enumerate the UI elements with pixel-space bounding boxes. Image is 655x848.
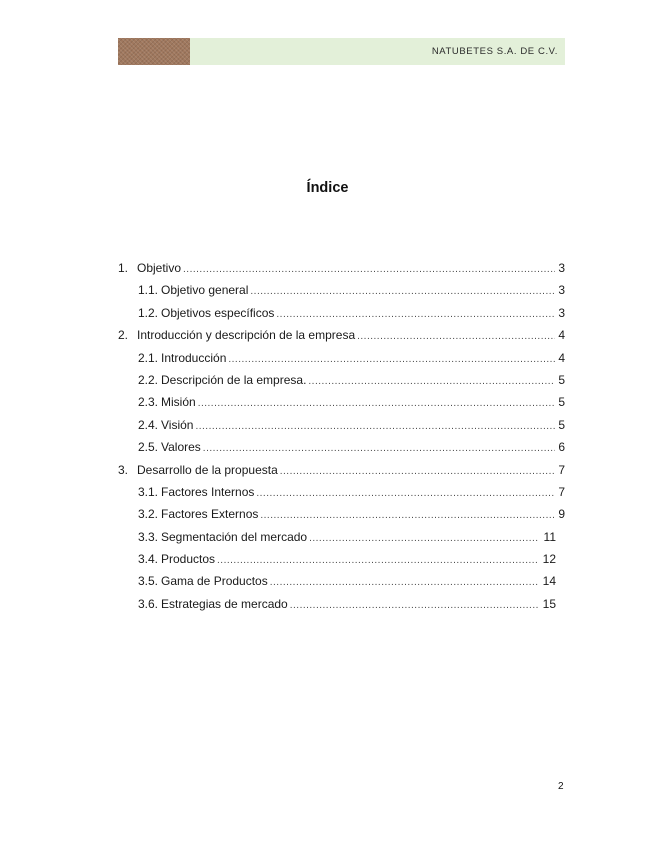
toc-entry-number: 2.3. [138, 395, 159, 410]
toc-entry-page: 7 [558, 462, 565, 477]
toc-entry[interactable] [118, 369, 565, 391]
toc-entry[interactable] [118, 436, 565, 458]
toc-entry-number: 3. [118, 462, 129, 477]
toc-dot-leader [256, 483, 555, 505]
toc-entry[interactable] [118, 391, 565, 413]
toc-entry[interactable] [118, 279, 565, 301]
toc-entry[interactable] [118, 302, 565, 324]
toc-entry-page: 14 [542, 574, 556, 589]
toc-entry-label: Objetivos específicos [161, 305, 275, 320]
toc-dot-leader [195, 416, 555, 438]
toc-dot-leader [260, 505, 555, 527]
toc-entry-page: 11 [543, 529, 556, 544]
page-number: 2 [558, 781, 564, 792]
toc-entry[interactable] [118, 548, 565, 570]
toc-entry-number: 1. [118, 261, 129, 275]
toc-entry-number: 3.1. [138, 484, 159, 499]
toc-entry[interactable] [118, 481, 565, 503]
table-of-contents [118, 257, 565, 615]
toc-entry-page: 5 [558, 395, 565, 410]
toc-entry-page: 3 [558, 261, 565, 275]
toc-dot-leader [198, 393, 555, 415]
toc-entry[interactable] [118, 347, 565, 369]
toc-entry-page: 7 [558, 484, 565, 499]
toc-entry[interactable] [118, 526, 565, 548]
toc-entry-label: Valores [161, 440, 201, 455]
toc-entry-number: 3.5. [138, 574, 159, 589]
toc-entry-label: Introducción y descripción de la empresa [137, 328, 356, 343]
toc-entry-label: Factores Externos [161, 507, 259, 522]
toc-entry[interactable] [118, 257, 565, 279]
toc-entry[interactable] [118, 414, 565, 436]
toc-entry-number: 2.5. [138, 440, 159, 455]
toc-entry-label: Objetivo general [161, 283, 249, 298]
toc-entry-page: 6 [558, 440, 565, 455]
toc-entry-label: Misión [161, 395, 196, 410]
toc-entry-page: 9 [558, 507, 565, 522]
toc-entry-page: 12 [542, 552, 556, 567]
toc-entry-label: Gama de Productos [161, 574, 268, 589]
toc-entry[interactable] [118, 324, 565, 346]
toc-dot-leader [217, 550, 538, 572]
toc-dot-leader [250, 281, 555, 303]
toc-entry-page: 15 [542, 596, 556, 611]
toc-entry-number: 2.4. [138, 417, 159, 432]
toc-entry-label: Visión [161, 417, 194, 432]
toc-entry-page: 4 [558, 350, 565, 365]
toc-entry-label: Introducción [161, 350, 227, 365]
toc-dot-leader [308, 371, 555, 393]
toc-entry-number: 2.1. [138, 350, 159, 365]
page-header [118, 38, 565, 65]
toc-entry-label: Segmentación del mercado [161, 529, 308, 544]
toc-dot-leader [290, 595, 538, 617]
header-color-swatch [118, 38, 190, 65]
toc-entry-label: Estrategias de mercado [161, 596, 288, 611]
toc-entry-number: 2. [118, 328, 129, 343]
toc-entry-number: 3.2. [138, 507, 159, 522]
toc-entry-page: 4 [558, 328, 565, 343]
toc-dot-leader [183, 259, 555, 281]
toc-dot-leader [228, 349, 555, 371]
toc-entry-label: Desarrollo de la propuesta [137, 462, 278, 477]
toc-entry[interactable] [118, 503, 565, 525]
toc-entry[interactable] [118, 459, 565, 481]
toc-entry-number: 1.2. [138, 305, 159, 320]
toc-dot-leader [276, 304, 555, 326]
toc-dot-leader [309, 528, 538, 550]
toc-entry-label: Factores Internos [161, 484, 255, 499]
toc-dot-leader [280, 461, 555, 483]
toc-entry[interactable] [118, 570, 565, 592]
toc-entry-number: 2.2. [138, 372, 159, 387]
toc-title: Índice [306, 180, 349, 196]
toc-entry-number: 3.3. [138, 529, 159, 544]
toc-entry-number: 3.4. [138, 552, 159, 567]
toc-entry[interactable] [118, 593, 565, 615]
toc-dot-leader [357, 326, 555, 348]
toc-entry-page: 3 [558, 283, 565, 298]
toc-entry-label: Productos [161, 552, 216, 567]
toc-dot-leader [270, 572, 538, 594]
header-company-name: NATUBETES S.A. DE C.V. [190, 38, 565, 65]
toc-entry-label: Objetivo [137, 261, 182, 275]
toc-entry-page: 5 [558, 417, 565, 432]
toc-entry-label: Descripción de la empresa. [161, 372, 307, 387]
toc-entry-page: 3 [558, 305, 565, 320]
toc-entry-number: 3.6. [138, 596, 159, 611]
toc-entry-page: 5 [558, 372, 565, 387]
toc-entry-number: 1.1. [138, 283, 159, 298]
toc-dot-leader [203, 438, 555, 460]
